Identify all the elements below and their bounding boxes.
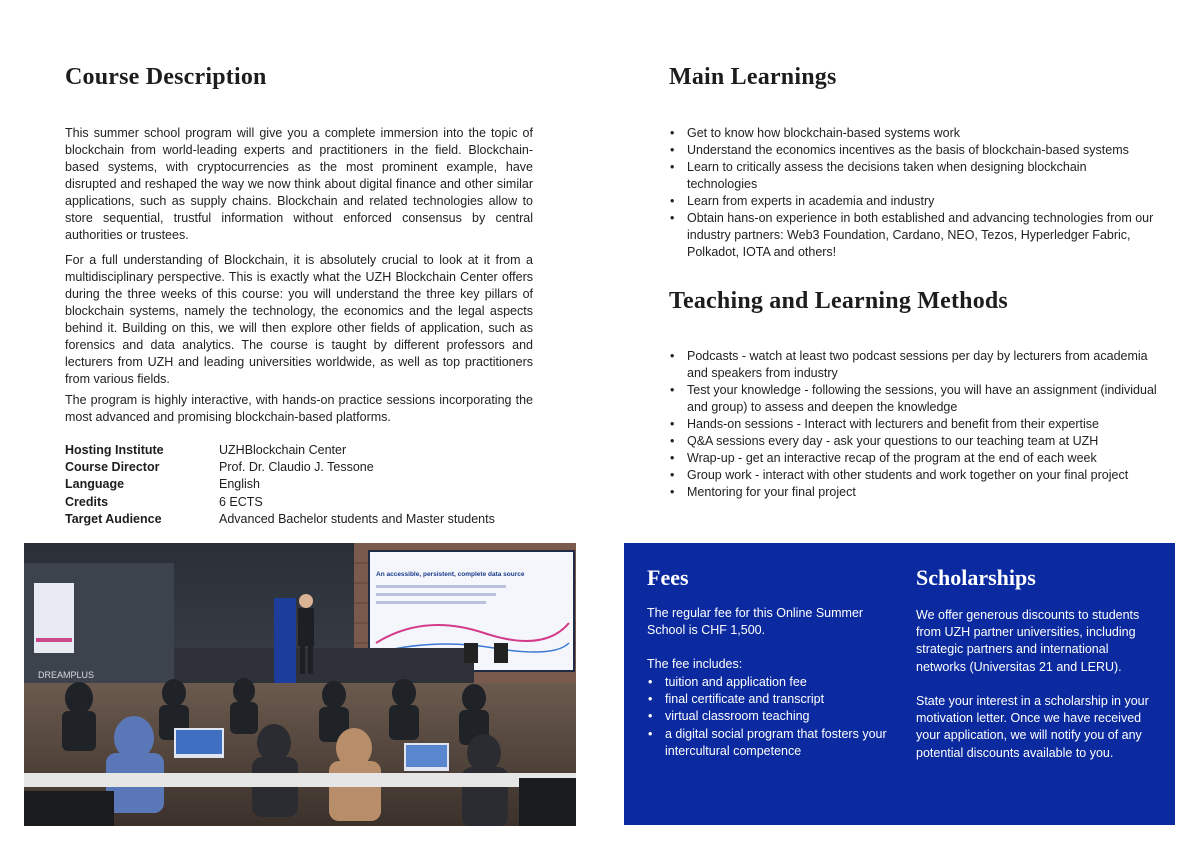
scholarships-heading: Scholarships (916, 565, 1036, 590)
list-item: • Mentoring for your final project (669, 484, 1159, 501)
fact-row-credits (65, 494, 545, 511)
list-item: • Podcasts - watch at least two podcast sessions per day by lecturers from academia and speakers from industry (669, 348, 1159, 382)
fees-text: The regular fee for this Online Summer School is CHF 1,500. (647, 606, 864, 638)
list-item: • Understand the economics incentives as the basis of blockchain-based systems (669, 142, 1159, 159)
fact-label: Target Audience (65, 511, 162, 526)
fact-row-language (65, 476, 545, 493)
classroom-photo (24, 543, 576, 826)
list-item: • Learn from experts in academia and industry (669, 193, 1159, 210)
teaching-methods-heading: Teaching and Learning Methods (669, 288, 1008, 314)
scholarships-paragraph-1: We offer generous discounts to students from UZH partner universities, including strategic partners and international networks (Universitas 21 and LERU). (916, 608, 1140, 674)
list-item: • tuition and application fee (647, 674, 887, 691)
list-item: • Q&A sessions every day - ask your questions to our teaching team at UZH (669, 433, 1159, 450)
fact-label: Language (65, 477, 125, 492)
list-item: • Obtain hans-on experience in both established and advancing technologies from our industry partners: Web3 Foundation, Cardano, NEO, Tezos, Hyperledger Fabric, Polkadot, IOTA and others! (669, 210, 1159, 261)
fact-row-director (65, 459, 545, 476)
fees-includes-list (647, 674, 887, 760)
fact-value: 6 ECTS (219, 494, 263, 509)
scholarships-paragraph-2: State your interest in a scholarship in your motivation letter. Once we have received your application, we will notify you of any potential discounts available to you. (916, 694, 1149, 760)
fact-label: Course Director (65, 460, 160, 475)
course-paragraph-3: The program is highly interactive, with hands-on practice sessions incorporating the most advanced and promising blockchain-based platforms. (65, 393, 533, 424)
list-item: • a digital social program that fosters your intercultural competence (647, 726, 887, 760)
fact-value: Advanced Bachelor students and Master students (219, 511, 495, 526)
fact-label: Credits (65, 494, 109, 509)
main-learnings-list (669, 125, 1159, 261)
fees-heading: Fees (647, 565, 689, 590)
classroom-illustration (24, 543, 576, 826)
fact-row-audience (65, 511, 545, 528)
list-item: • Hands-on sessions - Interact with lecturers and benefit from their expertise (669, 416, 1159, 433)
fact-label: Hosting Institute (65, 443, 164, 457)
wall-text: DREAMPLUS (38, 670, 95, 680)
main-learnings-heading: Main Learnings (669, 64, 837, 90)
list-item: • Test your knowledge - following the sessions, you will have an assignment (individual and group) to assess and deepen the knowledge (669, 382, 1159, 416)
fees-includes-label: The fee includes: (647, 657, 743, 671)
list-item: • final certificate and transcript (647, 691, 887, 708)
course-paragraph-1: This summer school program will give you a complete immersion into the topic of blockchain from world-leading experts and practitioners in the field. Blockchain-based systems, with cryptocurrencies as the most prominent example, have disrupted and reshaped the way we now think about digital finance and other similar applications, such as supply chains. Blockchain and related technologies allow to store sequential, trustful information without enforced consensus by central authorities or trustees. (65, 126, 533, 242)
course-paragraph-2: For a full understanding of Blockchain, it is absolutely crucial to look at it from a multidisciplinary perspective. This is exactly what the UZH Blockchain Center offers during the three weeks of this course: you will understand the three key pillars of blockchain systems, namely the technology, the economics and the legal aspects behind it. Building on this, we will then explore other fields of application, such as forensics and data analytics. The course is taught by different professors and lecturers from UZH and leading universities worldwide, as well as top practitioners from various fields. (65, 253, 533, 386)
course-facts-table (65, 442, 545, 528)
fact-row-hosting (65, 442, 545, 459)
fees-scholarships-panel (624, 543, 1175, 825)
fact-value: Prof. Dr. Claudio J. Tessone (219, 460, 374, 475)
list-item: • Wrap-up - get an interactive recap of the program at the end of each week (669, 450, 1159, 467)
course-description-heading: Course Description (65, 64, 267, 90)
fact-value: English (219, 477, 260, 492)
list-item: • Get to know how blockchain-based systems work (669, 125, 1159, 142)
list-item: • Learn to critically assess the decisions taken when designing blockchain technologies (669, 159, 1159, 193)
slide-title: An accessible, persistent, complete data source (376, 571, 525, 578)
teaching-methods-list (669, 348, 1159, 501)
list-item: • virtual classroom teaching (647, 708, 887, 725)
fact-value: UZHBlockchain Center (219, 443, 347, 457)
list-item: • Group work - interact with other students and work together on your final project (669, 467, 1159, 484)
